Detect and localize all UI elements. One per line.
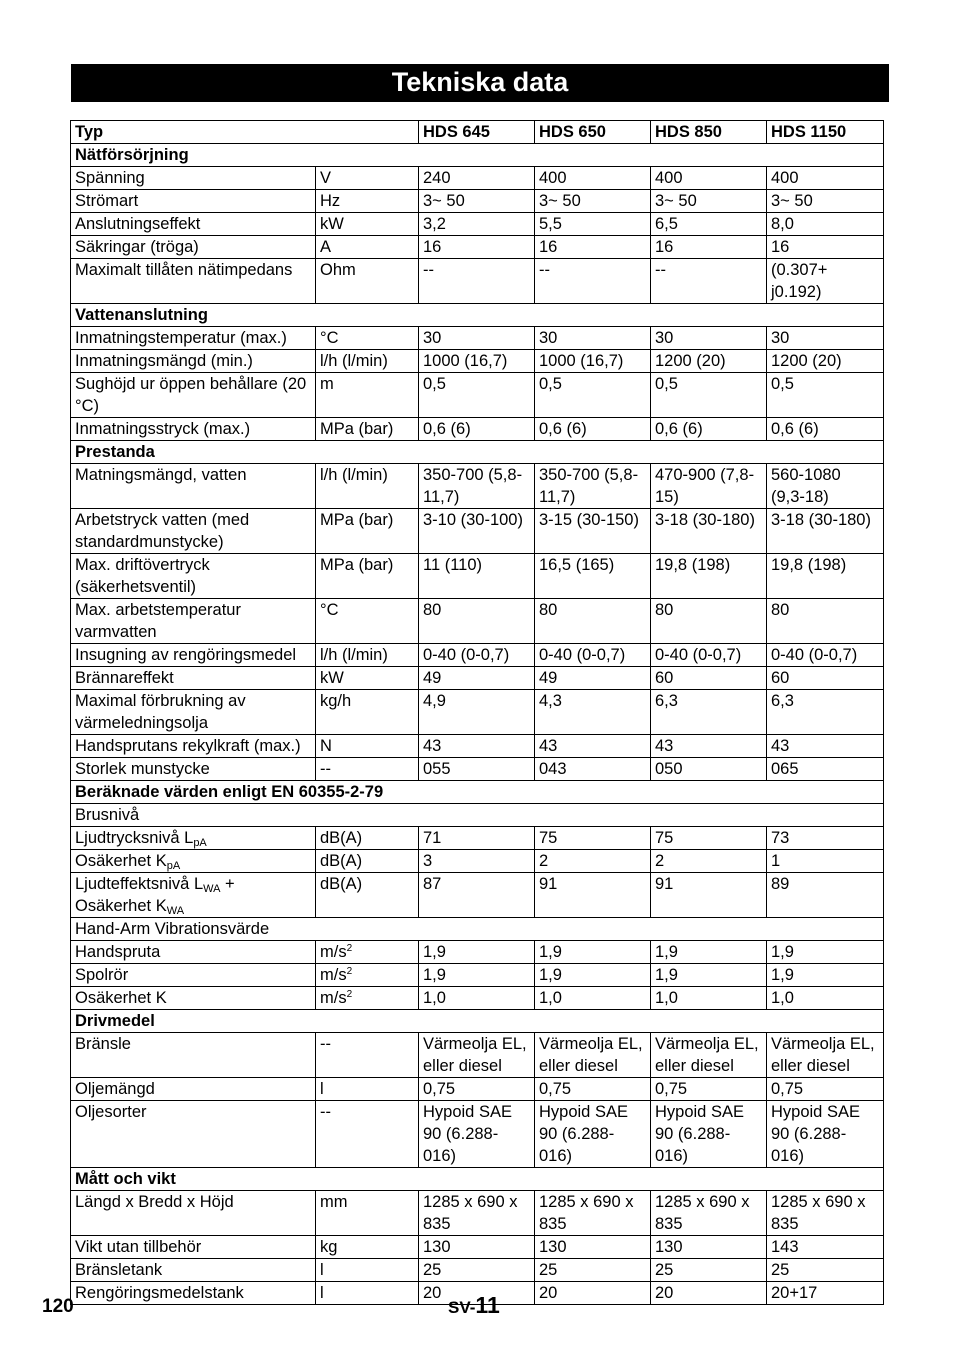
row-value: 20 [535,1282,651,1305]
row-label: Längd x Bredd x Höjd [71,1191,316,1236]
row-value: 4,9 [419,690,535,735]
row-value: 80 [419,599,535,644]
row-label: Insugning av rengöringsmedel [71,644,316,667]
row-unit: dB(A) [316,850,419,873]
subsection-row [71,804,884,827]
row-value: 1285 x 690 x 835 [651,1191,767,1236]
row-unit: l/h (l/min) [316,644,419,667]
row-value: 11 (110) [419,554,535,599]
row-unit: mm [316,1191,419,1236]
row-value: 80 [651,599,767,644]
row-label: Matningsmängd, vatten [71,464,316,509]
row-value: 1200 (20) [651,350,767,373]
row-value: 25 [419,1259,535,1282]
row-value: Hypoid SAE 90 (6.288-016) [419,1101,535,1168]
table-row [71,758,884,781]
row-value: 470-900 (7,8-15) [651,464,767,509]
row-value: 3~ 50 [535,190,651,213]
row-value: 6,5 [651,213,767,236]
row-value: 050 [651,758,767,781]
row-unit: kW [316,213,419,236]
row-value: 8,0 [767,213,884,236]
section-title: Nätförsörjning [71,144,884,167]
row-label: Inmatningsstryck (max.) [71,418,316,441]
section-row [71,1168,884,1191]
unit-superscript: 2 [346,989,353,1000]
row-value: 1,0 [419,987,535,1010]
row-value: 75 [651,827,767,850]
row-value: 2 [535,850,651,873]
row-value: 1,9 [767,964,884,987]
row-value: 3-18 (30-180) [767,509,884,554]
section-row [71,441,884,464]
label-subscript: pA [193,837,207,849]
row-value: 16,5 (165) [535,554,651,599]
row-value: 0,5 [767,373,884,418]
row-unit: l [316,1259,419,1282]
row-value: 3-18 (30-180) [651,509,767,554]
table-row [71,418,884,441]
row-value: 80 [767,599,884,644]
spec-table-body [71,121,884,1305]
subsection-title: Hand-Arm Vibrationsvärde [71,918,884,941]
row-value: 3-15 (30-150) [535,509,651,554]
row-value: 87 [419,873,535,918]
row-value: 400 [535,167,651,190]
row-value: 560-1080 (9,3-18) [767,464,884,509]
row-value: Hypoid SAE 90 (6.288-016) [767,1101,884,1168]
row-label: Anslutningseffekt [71,213,316,236]
row-value: 91 [535,873,651,918]
row-label: Maximalt tillåten nätimpedans [71,259,316,304]
row-label: Arbetstryck vatten (med standardmunstycke) [71,509,316,554]
row-value: 16 [419,236,535,259]
row-label: Spänning [71,167,316,190]
row-label: Handspruta [71,941,316,964]
row-value: 1285 x 690 x 835 [767,1191,884,1236]
row-value: 3 [419,850,535,873]
language-code: SV [448,1298,470,1317]
row-value: 1,9 [651,964,767,987]
row-label: Strömart [71,190,316,213]
row-unit: MPa (bar) [316,509,419,554]
spec-table [70,120,884,1305]
row-value: 49 [535,667,651,690]
row-unit: m [316,373,419,418]
row-value: 350-700 (5,8-11,7) [535,464,651,509]
subsection-title: Brusnivå [71,804,884,827]
row-unit: MPa (bar) [316,418,419,441]
table-row [71,350,884,373]
row-value: 1,9 [419,941,535,964]
row-value: 25 [535,1259,651,1282]
row-value: -- [419,259,535,304]
row-value: 30 [767,327,884,350]
section-title: Beräknade värden enligt EN 60355-2-79 [71,781,884,804]
row-value: 0,6 (6) [535,418,651,441]
row-unit: °C [316,599,419,644]
row-value: 240 [419,167,535,190]
table-row [71,1078,884,1101]
unit-text: m/s [320,966,347,984]
row-value: 400 [767,167,884,190]
row-value: 80 [535,599,651,644]
row-value: 0,6 (6) [419,418,535,441]
row-label: Max. driftövertryck (säkerhetsventil) [71,554,316,599]
model-header: HDS 850 [651,121,767,144]
row-unit: l [316,1078,419,1101]
language-page-indicator [448,1292,500,1319]
row-unit: dB(A) [316,873,419,918]
table-row [71,1033,884,1078]
row-value: 1,0 [651,987,767,1010]
row-value: 43 [651,735,767,758]
label-text: Osäkerhet K [75,852,167,870]
row-value: 73 [767,827,884,850]
row-value: 1285 x 690 x 835 [535,1191,651,1236]
row-label [71,850,316,873]
row-value: Värmeolja EL, eller diesel [535,1033,651,1078]
row-value: 43 [767,735,884,758]
section-row [71,304,884,327]
row-unit: Ohm [316,259,419,304]
row-value: 1200 (20) [767,350,884,373]
table-row [71,964,884,987]
row-value: 043 [535,758,651,781]
row-unit: MPa (bar) [316,554,419,599]
row-value: 60 [767,667,884,690]
row-label: Maximal förbrukning av värmeledningsolja [71,690,316,735]
section-title: Vattenanslutning [71,304,884,327]
row-unit: -- [316,758,419,781]
row-value: 1,9 [767,941,884,964]
row-unit: Hz [316,190,419,213]
section-title: Mått och vikt [71,1168,884,1191]
row-value: 143 [767,1236,884,1259]
table-row [71,1259,884,1282]
row-label: Spolrör [71,964,316,987]
row-label: Bränsletank [71,1259,316,1282]
table-row [71,509,884,554]
row-value: 0,75 [651,1078,767,1101]
unit-text: m/s [320,989,347,1007]
row-value: 1,9 [535,964,651,987]
language-page-number: 11 [475,1292,500,1318]
table-row [71,667,884,690]
row-label: Oljemängd [71,1078,316,1101]
label-subscript: WA [166,905,185,917]
row-value: 3~ 50 [767,190,884,213]
type-header: Typ [71,121,419,144]
row-value: Värmeolja EL, eller diesel [419,1033,535,1078]
row-value: Hypoid SAE 90 (6.288-016) [651,1101,767,1168]
table-row [71,213,884,236]
row-value: 6,3 [651,690,767,735]
row-unit: N [316,735,419,758]
row-label: Brännareffekt [71,667,316,690]
row-unit: kW [316,667,419,690]
label-subscript: WA [203,883,221,895]
table-row [71,554,884,599]
table-row [71,1101,884,1168]
row-value: 1,0 [535,987,651,1010]
row-value: 0,75 [535,1078,651,1101]
row-label: Säkringar (tröga) [71,236,316,259]
row-unit: kg [316,1236,419,1259]
row-value: 1285 x 690 x 835 [419,1191,535,1236]
row-unit [316,987,419,1010]
section-row [71,781,884,804]
label-text: Ljudtrycksnivå L [75,829,194,847]
row-unit: dB(A) [316,827,419,850]
row-value: 4,3 [535,690,651,735]
row-unit: V [316,167,419,190]
table-row [71,1236,884,1259]
row-value: 19,8 (198) [767,554,884,599]
row-value: 16 [535,236,651,259]
row-value: 0-40 (0-0,7) [535,644,651,667]
table-row [71,941,884,964]
model-header: HDS 1150 [767,121,884,144]
label-subscript: pA [166,860,181,872]
row-value: 2 [651,850,767,873]
row-unit: l/h (l/min) [316,350,419,373]
table-row [71,735,884,758]
section-row [71,1010,884,1033]
table-row [71,644,884,667]
row-value: 0,6 (6) [651,418,767,441]
row-label: Storlek munstycke [71,758,316,781]
table-row [71,850,884,873]
row-label: Rengöringsmedelstank [71,1282,316,1305]
row-label: Sughöjd ur öppen behållare (20 °C) [71,373,316,418]
row-value: 0,5 [651,373,767,418]
row-value: 20 [651,1282,767,1305]
subsection-row [71,918,884,941]
row-value: 75 [535,827,651,850]
row-unit: -- [316,1033,419,1078]
row-value: 3~ 50 [651,190,767,213]
row-value: 130 [535,1236,651,1259]
row-value: 0,6 (6) [767,418,884,441]
row-value: 3,2 [419,213,535,236]
row-value: 3-10 (30-100) [419,509,535,554]
table-row [71,167,884,190]
row-label: Handsprutans rekylkraft (max.) [71,735,316,758]
unit-text: m/s [320,943,347,961]
table-row [71,464,884,509]
row-value: 20+17 [767,1282,884,1305]
table-row [71,373,884,418]
section-title: Drivmedel [71,1010,884,1033]
table-row [71,873,884,918]
row-value: 055 [419,758,535,781]
row-unit: kg/h [316,690,419,735]
row-value: 0,75 [419,1078,535,1101]
row-value: 065 [767,758,884,781]
model-header: HDS 650 [535,121,651,144]
model-header: HDS 645 [419,121,535,144]
row-value: 0-40 (0-0,7) [419,644,535,667]
row-value: 30 [419,327,535,350]
row-label: Vikt utan tillbehör [71,1236,316,1259]
row-value: 43 [419,735,535,758]
row-value: 1 [767,850,884,873]
row-value: 6,3 [767,690,884,735]
table-row [71,690,884,735]
label-text: + Osäkerhet K [75,875,235,915]
table-row [71,259,884,304]
row-value: 1,9 [419,964,535,987]
row-label [71,827,316,850]
row-value: 1,9 [651,941,767,964]
table-row [71,236,884,259]
row-unit: l [316,1282,419,1305]
row-value: 43 [535,735,651,758]
row-value: 130 [419,1236,535,1259]
row-value: 1000 (16,7) [419,350,535,373]
page-number: 120 [42,1296,74,1317]
row-label: Oljesorter [71,1101,316,1168]
row-label: Bränsle [71,1033,316,1078]
row-value: 0-40 (0-0,7) [767,644,884,667]
table-row [71,190,884,213]
row-value: 5,5 [535,213,651,236]
row-value: 20 [419,1282,535,1305]
table-row [71,599,884,644]
row-unit [316,941,419,964]
row-value: 1,9 [535,941,651,964]
row-value: 30 [651,327,767,350]
row-unit: °C [316,327,419,350]
row-value: 3~ 50 [419,190,535,213]
label-text: Ljudteffektsnivå L [75,875,204,893]
row-label [71,873,316,918]
row-label: Inmatningstemperatur (max.) [71,327,316,350]
table-row [71,987,884,1010]
table-row [71,827,884,850]
row-label: Max. arbetstemperatur varmvatten [71,599,316,644]
row-unit [316,964,419,987]
table-row [71,1191,884,1236]
row-value: -- [651,259,767,304]
row-value: 1000 (16,7) [535,350,651,373]
table-header-row [71,121,884,144]
row-value: 71 [419,827,535,850]
row-value: -- [535,259,651,304]
row-value: 16 [767,236,884,259]
row-unit: l/h (l/min) [316,464,419,509]
row-unit: -- [316,1101,419,1168]
row-value: 0,5 [419,373,535,418]
row-value: 89 [767,873,884,918]
table-row [71,327,884,350]
section-title: Prestanda [71,441,884,464]
language-dash: - [469,1298,476,1317]
unit-superscript: 2 [346,966,353,977]
row-value: 49 [419,667,535,690]
row-label: Inmatningsmängd (min.) [71,350,316,373]
row-value: 19,8 (198) [651,554,767,599]
row-value: 0-40 (0-0,7) [651,644,767,667]
row-value: 30 [535,327,651,350]
row-unit: A [316,236,419,259]
row-value: 1,0 [767,987,884,1010]
row-value: Hypoid SAE 90 (6.288-016) [535,1101,651,1168]
row-value: 350-700 (5,8-11,7) [419,464,535,509]
row-value: 25 [651,1259,767,1282]
row-value: 91 [651,873,767,918]
row-value: 0,5 [535,373,651,418]
section-row [71,144,884,167]
row-value: 400 [651,167,767,190]
row-value: 16 [651,236,767,259]
row-value: 60 [651,667,767,690]
row-value: 0,75 [767,1078,884,1101]
row-value: 130 [651,1236,767,1259]
page-title: Tekniska data [71,64,889,102]
row-value: (0.307+ j0.192) [767,259,884,304]
row-value: 25 [767,1259,884,1282]
row-value: Värmeolja EL, eller diesel [767,1033,884,1078]
row-value: Värmeolja EL, eller diesel [651,1033,767,1078]
row-label: Osäkerhet K [71,987,316,1010]
unit-superscript: 2 [346,943,353,954]
